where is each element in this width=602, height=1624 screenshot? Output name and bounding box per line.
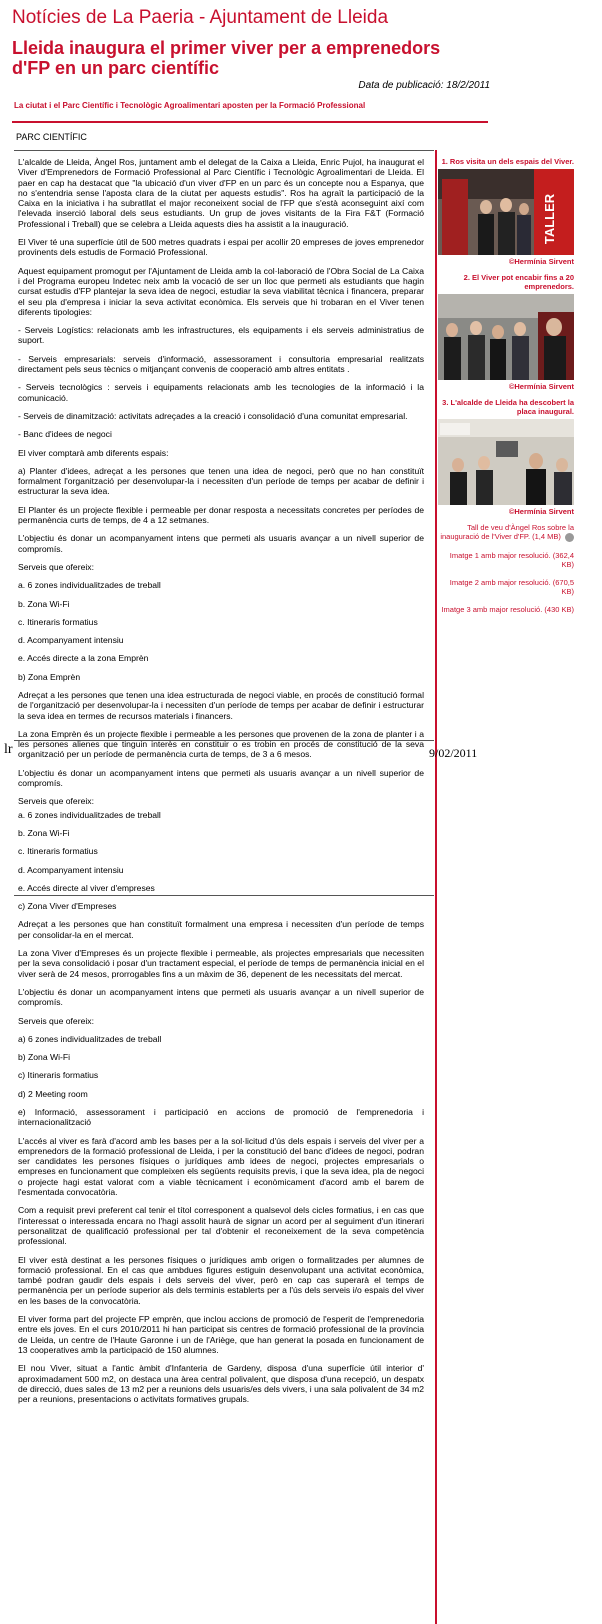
list-item: c) Itineraris formatius <box>18 1070 99 1081</box>
list-item: a. 6 zones individualitzades de treball <box>18 580 161 591</box>
sidebar-divider <box>435 150 437 1624</box>
site-title: Notícies de La Paeria - Ajuntament de Lleida <box>12 7 389 28</box>
list-item: a. 6 zones individualitzades de treball <box>18 809 161 820</box>
list-item: b) Zona Wi-Fi <box>18 1052 71 1063</box>
photo-sidebar <box>438 157 574 623</box>
paragraph: L'objectiu és donar un acompanyament intens que permeti als usuaris avançar a un nivell superior de compromís. <box>18 767 424 789</box>
paragraph: L'objectiu és donar un acompanyament intens que permeti als usuaris avançar a un nivell superior de compromís. <box>18 986 424 1008</box>
list-item: e. Accés directe a la zona Emprèn <box>18 653 149 664</box>
list-item: Serveis que ofereix: <box>18 561 94 572</box>
subsection-heading: b) Zona Emprèn <box>18 671 81 682</box>
article-body <box>18 157 424 1412</box>
photo-credit: ©Hermínia Sirvent <box>508 382 574 391</box>
photo-credit: ©Hermínia Sirvent <box>508 507 574 516</box>
photo-caption: 2. El Viver pot encabir fins a 20 emprenedors. <box>463 273 574 291</box>
photo-1[interactable] <box>438 169 574 255</box>
list-item: b. Zona Wi-Fi <box>18 827 70 838</box>
list-item: Serveis que ofereix: <box>18 796 94 807</box>
photo-2[interactable] <box>438 294 574 380</box>
article-subtitle: La ciutat i el Parc Científic i Tecnològic Agroalimentari aposten per la Formació Professional <box>14 101 366 110</box>
list-item: b. Zona Wi-Fi <box>18 598 70 609</box>
paragraph: L'objectiu és donar un acompanyament intens que permeti als usuaris avançar a un nivell superior de compromís. <box>18 533 424 554</box>
photo-caption: 3. L'alcalde de Lleida ha descobert la placa inaugural. <box>442 398 574 416</box>
list-item: d. Acompanyament intensiu <box>18 864 124 875</box>
download-label: Tall de veu d'Àngel Ros sobre la inauguració de l'Viver d'FP. (1,4 MB) <box>440 523 574 541</box>
paragraph: Aquest equipament promogut per l'Ajuntament de Lleida amb la col·laboració de l'Obra Social de La Caixa i del Programa europeu Indetec neix amb la vocació de ser un lloc que permeti als estudiants que hagin cursat estudis d'FP plantejar la seva idea de negoci, estudiar la seva viabilitat tècnica i financera, preparar el seu pla d'empresa i iniciar la seva activitat econòmica. Els serveis que hi trobaran en el Viver tenen diferents tipologies: <box>18 265 424 317</box>
paragraph: - Serveis Logístics: relacionats amb les infrastructures, els equipaments i els serveis administratius de suport. <box>18 325 424 346</box>
paragraph: El Planter és un projecte flexible i permeable per donar resposta a necessitats concretes per períodes de permanència curts de temps, de 4 a 12 setmanes. <box>18 504 424 526</box>
list-item: c. Itineraris formatius <box>18 616 98 627</box>
list-item: e. Accés directe al viver d'empreses <box>18 882 155 893</box>
list-item: c. Itineraris formatius <box>18 846 98 857</box>
paragraph: - Serveis de dinamització: activitats adreçades a la creació i consolidació d'una comunitat empresarial. <box>18 410 408 421</box>
paragraph: L'alcalde de Lleida, Àngel Ros, juntament amb el delegat de la Caixa a Lleida, Enric Pujol, ha inaugurat el Viver d'Emprenedors de Formació Professional al Parc Científic i Tecnològic Agroalimentari de Lleida. El paer en cap ha destacat que "la ubicació d'un viver d'FP en un parc és un concepte nou a Espanya, que no s'entendria sense l'aposta clara de la ciutat per aquests estudis". Ros ha agraït la participació de la Caixa en la iniciativa i ha subratllat el major reconeixent social de l'FP que s'està aconseguint així com l'elevada inserció laboral dels seus estudiants. Un grup de joves visitants de la Fira F&T (Formació Professional i Treball) que se celebra a Lleida aquests dies ha assistit a la inauguració. <box>18 157 424 229</box>
audio-download-link[interactable] <box>438 523 574 542</box>
image-download-link[interactable]: Imatge 3 amb major resolució. (430 KB) <box>441 604 574 614</box>
divider-top <box>14 150 434 151</box>
paragraph: Com a requisit previ preferent cal tenir el títol corresponent a qualsevol dels cicles formatius, i en cas que l'interessat o interessada encara no l'hagi assolit haurà de signar un acord per al seguiment d'un itinerari personalitzat de qualificació professional per tal d'obtenir el reconeixement de la seva competència professional. <box>18 1205 424 1247</box>
paragraph: a) Planter d'idees, adreçat a les persones que tenen una idea de negoci, però que no han constituït formalment l'organització per desenvolupar-la i necessiten d'un període de temps per acabar de definir i estructurar la seva idea. <box>18 465 424 497</box>
paragraph: La zona Emprèn és un projecte flexible i permeable a les persones que provenen de la zona de planter i a les persones alienes que tinguin interès en constituir o es trobin en procés de constitució de la seva organització per un període de permanència curta de temps, de 3 a 6 mesos. <box>18 728 424 760</box>
image-download-link[interactable]: Imatge 1 amb major resolució. (362,4 KB) <box>449 550 574 569</box>
list-item: Serveis que ofereix: <box>18 1015 94 1026</box>
header-divider <box>12 121 488 123</box>
photo-3[interactable] <box>438 419 574 505</box>
paragraph: - Serveis tecnològics : serveis i equipaments relacionats amb les tecnologies de la informació i la comunicació. <box>18 382 424 403</box>
paragraph: El viver està destinat a les persones físiques o jurídiques amb origen o formalitzades per alumnes de formació professional. En el cas que ambdues figures estiguin desenvolupant una activitat econòmica, també podran gaudir dels espais i dels serveis del viver, però en cap cas superarà el temps de permanència per un període superior als dels terminis establerts per a l'ús dels serveis i/o espais del viver en les bases de la convocatòria. <box>18 1254 424 1306</box>
section-label: PARC CIENTÍFIC <box>16 132 87 142</box>
paragraph: - Serveis empresarials: serveis d'informació, assessorament i consultoria empresarial realitzats directament pels seus tècnics o mitjançant convenis de cooperació amb altres entitats . <box>18 353 424 375</box>
paragraph: El viver forma part del projecte FP emprèn, que inclou accions de promoció de l'esperit de l'emprenedoria entre els joves. En el curs 2010/2011 hi han participat sis centres de formació professional de la província de Lleida, un centre de l'Haute Garonne i un de l'Ariège, que han generat la posada en funcionament de 13 cooperatives amb la participació de 150 alumnes. <box>18 1314 424 1355</box>
publication-date: Data de publicació: 18/2/2011 <box>358 80 490 91</box>
article-headline: Lleida inaugura el primer viver per a emprenedors d'FP en un parc científic <box>12 38 441 78</box>
audio-icon <box>565 533 574 542</box>
list-item: d) 2 Meeting room <box>18 1088 88 1099</box>
paragraph: Adreçat a les persones que han constituït formalment una empresa i necessiten d'un període de temps per consolidar-la en el mercat. <box>18 919 424 940</box>
stray-text: lr <box>4 742 13 757</box>
subsection-heading: c) Zona Viver d'Empreses <box>18 901 117 912</box>
list-item: e) Informació, assessorament i participació en accions de promoció de l'emprenedoria i internacionalització <box>18 1107 424 1128</box>
paragraph: L'accés al viver es farà d'acord amb les bases per a la sol·licitud d'ús dels espais i serveis del viver per a emprenedors de la formació professional de Lleida, i per la constitució del banc d'idees de negoci, podran ser candidates les persones físiques o jurídiques amb idees de negoci, projectes empresarials o empreses en funcionament que compleixen els següents requisits previs, i que la seva idea, pla de negoci o projecte hagi estat valorat com a viable tècnicament i econòmicament d'acord amb el barem de l'esmentada convocatòria. <box>18 1135 424 1198</box>
paragraph: El nou Viver, situat a l'antic àmbit d'Infanteria de Gardeny, disposa d'una superfície útil interior d' aproximadament 500 m2, on destaca una àrea central polivalent, que disposa d'una recepció, un despatx de direcció, dues sales de 13 m2 per a reunions dels usuaris/es dels vivers, i una sala polivalent de 34 m2 per a reunions, presentacions o activitats formatives grupals. <box>18 1363 424 1405</box>
photo-credit: ©Hermínia Sirvent <box>508 257 574 266</box>
paragraph: - Banc d'idees de negoci <box>18 429 112 440</box>
paragraph: Adreçat a les persones que tenen una idea estructurada de negoci viable, en procés de constitució formal de l'organització per desenvolupar-la i necessiten d'un període de temps per acabar de definir i estructurar la seva idea en termes de recursos materials i financers. <box>18 689 424 721</box>
paragraph: La zona Viver d'Empreses és un projecte flexible i permeable, als projectes empresarials que necessiten per la seva consolidació i posar d'un tractament especial, el període de temps de permanència inicial en el viver serà de 24 mesos, prorrogables fins a un màxim de 36, depenent de les necessitats del mercat. <box>18 948 424 979</box>
list-item: a) 6 zones individualitzades de treball <box>18 1033 162 1044</box>
image-download-link[interactable]: Imatge 2 amb major resolució. (670,5 KB) <box>449 577 574 596</box>
paragraph: El Viver té una superfície útil de 500 metres quadrats i espai per acollir 20 empreses de joves emprenedor provinents dels estudis de Formació Professional. <box>18 237 424 258</box>
photo-sign-text: TALLER <box>542 193 557 245</box>
list-item: d. Acompanyament intensiu <box>18 635 124 646</box>
photo-caption: 1. Ros visita un dels espais del Viver. <box>441 157 574 166</box>
paragraph: El viver comptarà amb diferents espais: <box>18 447 169 458</box>
secondary-date: 9/02/2011 <box>429 746 478 760</box>
